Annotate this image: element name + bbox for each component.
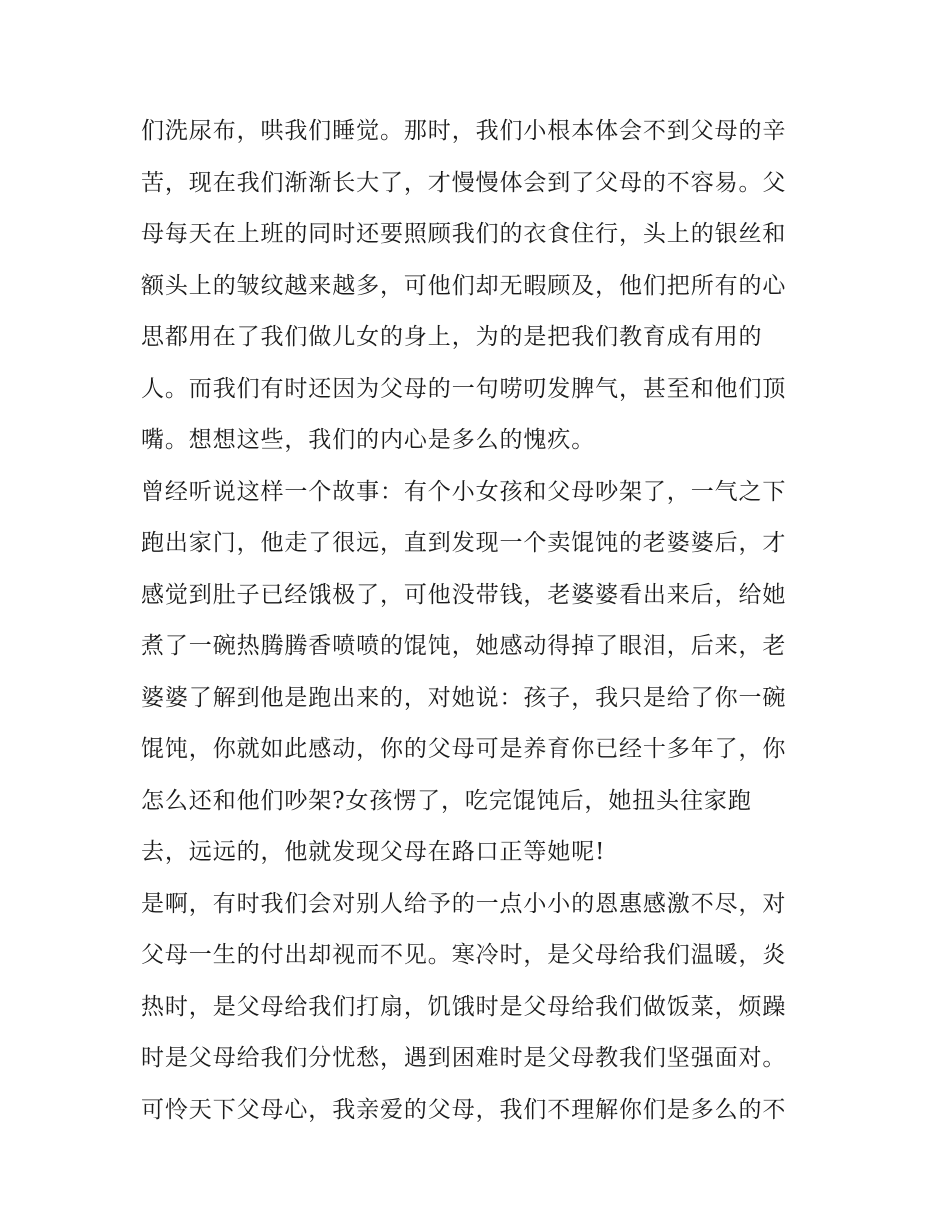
text-line: 苦，现在我们渐渐长大了，才慢慢体会到了父母的不容易。父 (141, 169, 787, 196)
text-line: 怎么还和他们吵架?女孩愣了，吃完馄饨后，她扭头往家跑 (141, 787, 752, 814)
text-line: 感觉到肚子已经饿极了，可他没带钱，老婆婆看出来后，给她 (141, 581, 787, 608)
text-line: 曾经听说这样一个故事：有个小女孩和父母吵架了，一气之下 (141, 478, 787, 505)
text-line: 煮了一碗热腾腾香喷喷的馄饨，她感动得掉了眼泪，后来，老 (141, 633, 787, 659)
text-line: 时是父母给我们分忧愁，遇到困难时是父母教我们坚强面对。 (141, 1045, 787, 1071)
text-line: 热时，是父母给我们打扇，饥饿时是父母给我们做饭菜，烦躁 (141, 993, 787, 1020)
text-line: 思都用在了我们做儿女的身上，为的是把我们教育成有用的 (141, 324, 763, 350)
text-line: 是啊，有时我们会对别人给予的一点小小的恩惠感激不尽，对 (141, 890, 787, 917)
text-line: 可怜天下父母心，我亲爱的父母，我们不理解你们是多么的不 (141, 1096, 787, 1123)
text-line: 们洗尿布，哄我们睡觉。那时，我们小根本体会不到父母的辛 (141, 118, 787, 144)
text-line: 跑出家门，他走了很远，直到发现一个卖馄饨的老婆婆后，才 (141, 530, 787, 556)
document-body (141, 106, 821, 1136)
text-line: 母每天在上班的同时还要照顾我们的衣食住行，头上的银丝和 (141, 221, 787, 247)
text-line: 婆婆了解到他是跑出来的，对她说：孩子，我只是给了你一碗 (141, 684, 787, 711)
text-line: 额头上的皱纹越来越多，可他们却无暇顾及，他们把所有的心 (141, 272, 787, 299)
text-line: 嘴。想想这些，我们的内心是多么的愧疚。 (141, 427, 596, 453)
text-line: 馄饨，你就如此感动，你的父母可是养育你已经十多年了，你 (141, 736, 787, 762)
text-line: 父母一生的付出却视而不见。寒冷时，是父母给我们温暖，炎 (141, 942, 787, 968)
text-line: 去，远远的，他就发现父母在路口正等她呢! (141, 839, 606, 865)
text-line: 人。而我们有时还因为父母的一句唠叨发脾气，甚至和他们顶 (141, 375, 787, 402)
